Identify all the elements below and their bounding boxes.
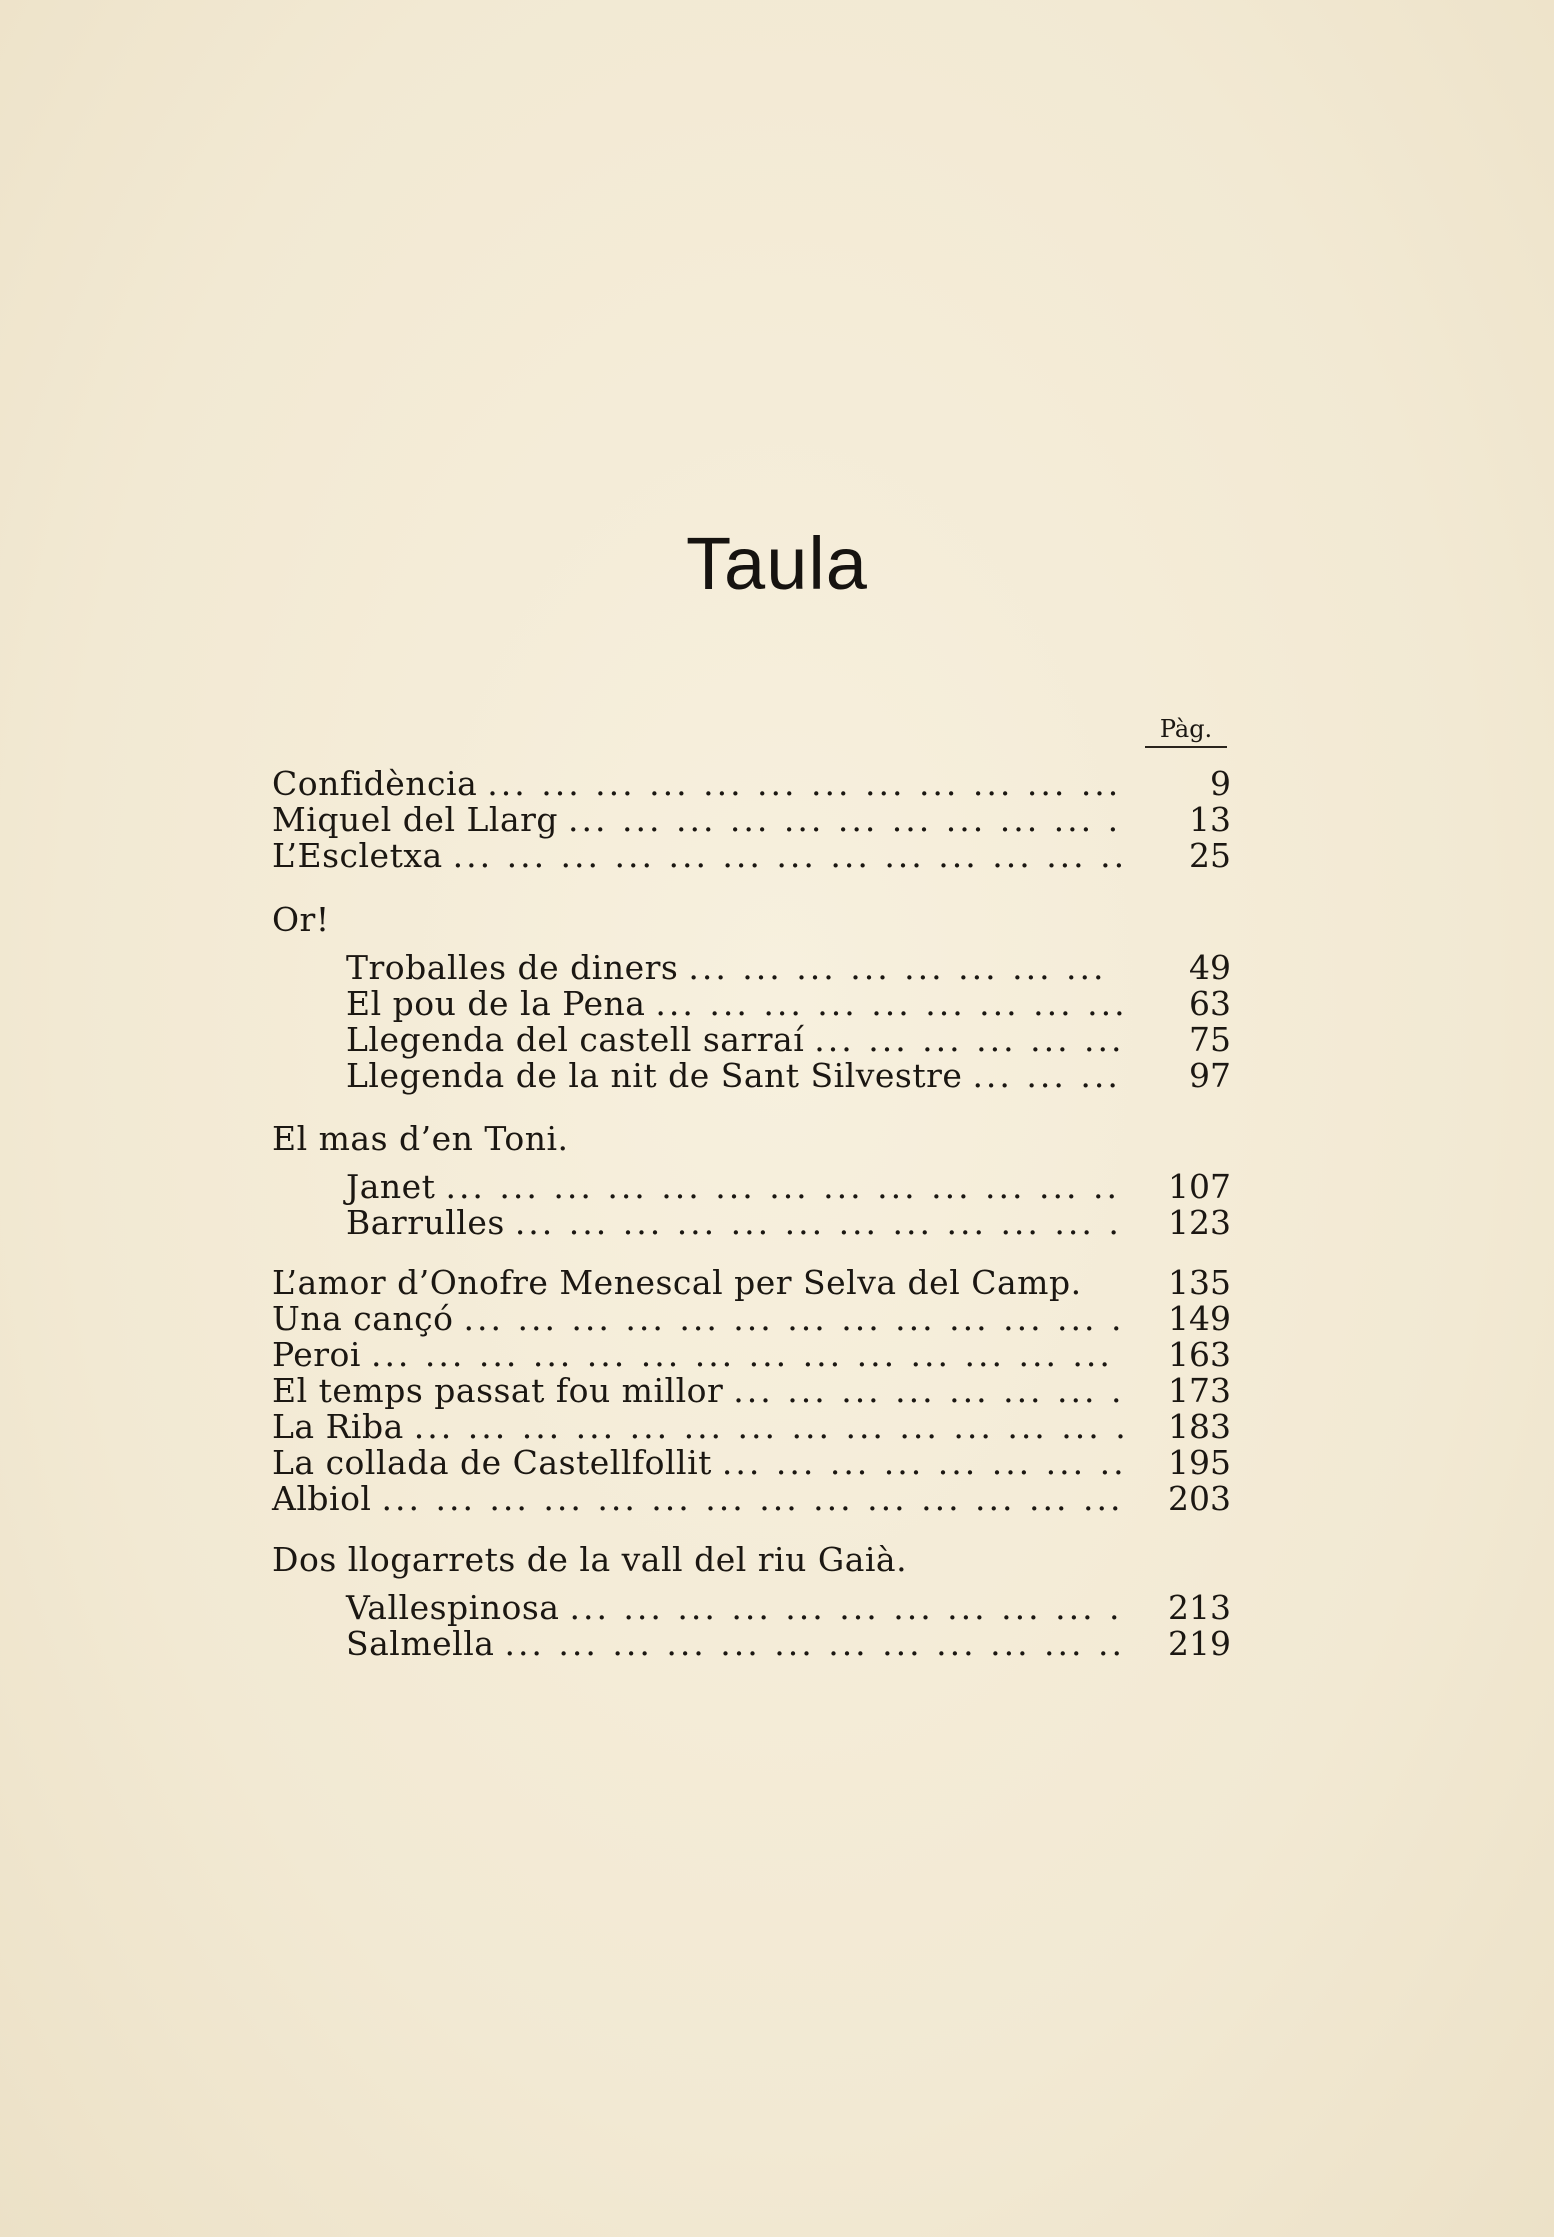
- dot-leader: [962, 1058, 1123, 1094]
- toc-entry: [346, 1058, 1231, 1094]
- toc-entry-title: Peroi: [272, 1335, 361, 1374]
- toc-entry-title: Confidència: [272, 764, 478, 803]
- toc-entry-page: 183: [1168, 1407, 1231, 1446]
- toc-entry: [272, 1373, 1231, 1409]
- dot-leader: [723, 1373, 1123, 1409]
- dot-leader: [505, 1205, 1123, 1241]
- toc-entry-page: 107: [1168, 1167, 1231, 1206]
- toc-entry-title: Miquel del Llarg: [272, 800, 559, 839]
- toc-entry-title: L’amor d’Onofre Menescal per Selva del Camp.: [272, 1263, 1082, 1302]
- dot-leader: [494, 1626, 1123, 1662]
- toc-entry-page: 149: [1168, 1299, 1231, 1338]
- toc-entry-page: 123: [1168, 1203, 1231, 1242]
- toc-entry: [272, 766, 1231, 802]
- toc-entry-title: Troballes de diners: [346, 948, 679, 987]
- dot-leader: [804, 1022, 1123, 1058]
- toc-entry-title: Albiol: [272, 1479, 372, 1518]
- dot-leader: [645, 986, 1123, 1022]
- dot-leader: [678, 950, 1123, 986]
- toc-entry-page: 135: [1168, 1263, 1231, 1302]
- section-heading: Dos llogarrets de la vall del riu Gaià.: [272, 1540, 908, 1579]
- dot-leader: [443, 838, 1123, 874]
- toc-entry-title: Llegenda de la nit de Sant Silvestre: [346, 1056, 963, 1095]
- section-heading: Or!: [272, 900, 330, 939]
- toc-entry-title: Salmella: [346, 1624, 495, 1663]
- toc-entry-page: 13: [1189, 800, 1231, 839]
- toc-entry-page: 75: [1189, 1020, 1231, 1059]
- page-title: Taula: [686, 522, 868, 605]
- toc-entry-title: El pou de la Pena: [346, 984, 646, 1023]
- toc-entry: [346, 1022, 1231, 1058]
- toc-entry: [272, 1265, 1231, 1301]
- toc-entry-page: 9: [1210, 764, 1231, 803]
- toc-entry: [346, 1169, 1231, 1205]
- toc-entry: [272, 1337, 1231, 1373]
- toc-entry: [346, 950, 1231, 986]
- toc-entry: [272, 1409, 1231, 1445]
- toc-entry-title: La collada de Castellfollit: [272, 1443, 712, 1482]
- dot-leader: [372, 1481, 1124, 1517]
- toc-entry-title: El temps passat fou millor: [272, 1371, 724, 1410]
- toc-entry: [346, 1205, 1231, 1241]
- toc-entry-page: 97: [1189, 1056, 1231, 1095]
- section-heading: El mas d’en Toni.: [272, 1119, 569, 1158]
- dot-leader: [559, 1590, 1123, 1626]
- toc-entry: [346, 986, 1231, 1022]
- page-column-header: Pàg.: [1145, 712, 1227, 748]
- toc-entry-page: 195: [1168, 1443, 1231, 1482]
- toc-entry-title: Barrulles: [346, 1203, 505, 1242]
- dot-leader: [361, 1337, 1123, 1373]
- dot-leader: [477, 766, 1123, 802]
- toc-entry-title: Janet: [346, 1167, 436, 1206]
- toc-entry: [346, 1590, 1231, 1626]
- toc-entry-title: Una cançó: [272, 1299, 454, 1338]
- toc-entry: [272, 1301, 1231, 1337]
- toc-entry-page: 219: [1168, 1624, 1231, 1663]
- dot-leader: [404, 1409, 1123, 1445]
- toc-entry: [272, 1445, 1231, 1481]
- toc-entry-title: Llegenda del castell sarraí: [346, 1020, 805, 1059]
- dot-leader: [712, 1445, 1123, 1481]
- dot-leader: [454, 1301, 1124, 1337]
- toc-entry-title: L’Escletxa: [272, 836, 443, 875]
- toc-entry-page: 203: [1168, 1479, 1231, 1518]
- toc-entry-page: 25: [1189, 836, 1231, 875]
- toc-entry: [272, 1481, 1231, 1517]
- toc-entry-page: 213: [1168, 1588, 1231, 1627]
- toc-entry: [272, 802, 1231, 838]
- toc-entry: [272, 838, 1231, 874]
- toc-entry-page: 163: [1168, 1335, 1231, 1374]
- dot-leader: [435, 1169, 1123, 1205]
- toc-entry-title: La Riba: [272, 1407, 404, 1446]
- toc-entry-title: Vallespinosa: [346, 1588, 560, 1627]
- dot-leader: [558, 802, 1123, 838]
- toc-entry-page: 49: [1189, 948, 1231, 987]
- toc-entry-page: 63: [1189, 984, 1231, 1023]
- toc-entry-page: 173: [1168, 1371, 1231, 1410]
- toc-entry: [346, 1626, 1231, 1662]
